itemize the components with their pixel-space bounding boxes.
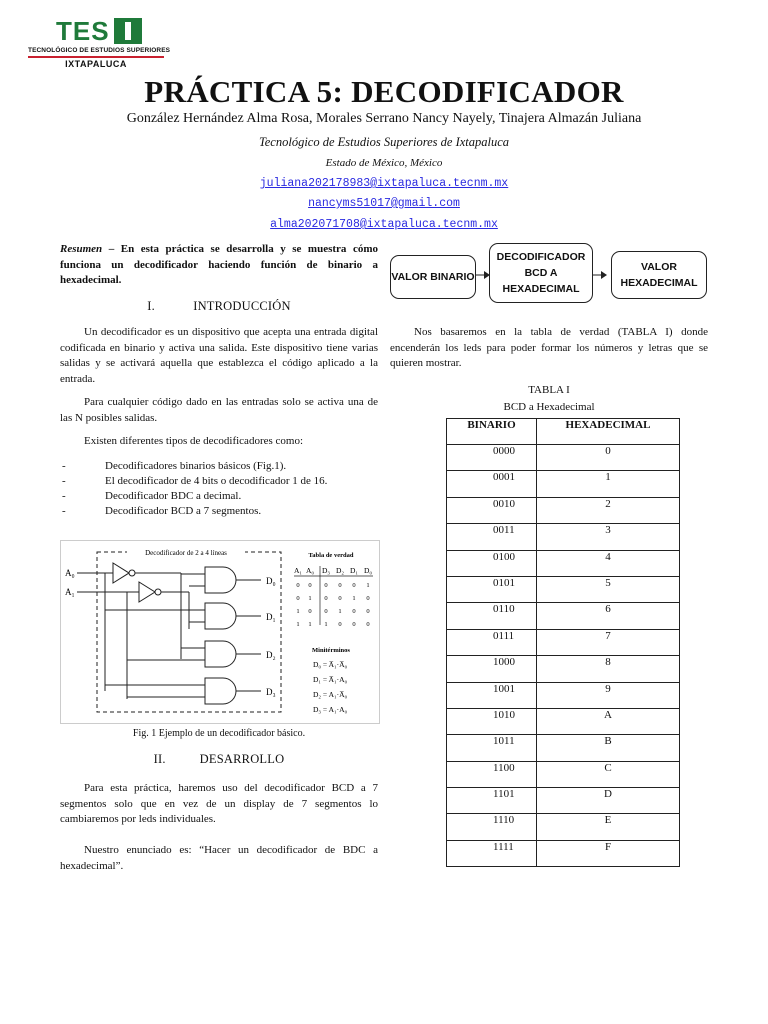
logo-wordmark: TES	[56, 16, 110, 46]
cell-binary: 0010	[447, 497, 537, 523]
inverter-a1-icon	[139, 582, 155, 602]
email-link[interactable]: nancyms51017@gmail.com	[308, 197, 460, 210]
table-row	[447, 656, 680, 682]
abstract-label: Resumen	[60, 243, 103, 255]
cell-hex: E	[537, 814, 680, 840]
figure-decoder-diagram	[60, 540, 380, 724]
cell-binary: 1001	[447, 682, 537, 708]
intro-paragraph-3: Existen diferentes tipos de decodificadores como:	[84, 435, 304, 447]
cell-hex: A	[537, 708, 680, 734]
minterms-title: Minitérminos	[312, 647, 350, 654]
and-gate-d3-icon	[205, 678, 236, 704]
decoder-schematic	[61, 541, 379, 723]
logo-subtitle: TECNOLÓGICO DE ESTUDIOS SUPERIORES	[28, 47, 171, 54]
output-label-d0: D₀	[266, 576, 276, 586]
cell-hex: F	[537, 840, 680, 866]
inverter-bubble-a0	[129, 570, 135, 576]
right-paragraph-1: Nos basaremos en la tabla de verdad (TABLA I) donde encenderán los leds para poder formar los números y letras que se quieren mostrar.	[390, 326, 708, 369]
truth-table-cell: 0	[352, 582, 356, 589]
table-row	[447, 524, 680, 550]
truth-table-cell: 0	[338, 582, 342, 589]
email-link[interactable]: juliana202178983@ixtapaluca.tecnm.mx	[259, 177, 509, 190]
abstract-text: – En esta práctica se desarrolla y se muestra cómo funciona un decodificador haciendo función de binario a hexadecimal.	[60, 243, 378, 286]
input-label-a0: A₀	[65, 568, 75, 578]
table-row	[447, 761, 680, 787]
minterm-d1: D₁ = A̅₁·A₀	[313, 675, 348, 684]
paper-title: PRÁCTICA 5: DECODIFICADOR	[144, 74, 624, 109]
truth-table-cell: 0	[338, 595, 342, 602]
truth-table-cell: 0	[308, 582, 312, 589]
intro-paragraph-1: Un decodificador es un dispositivo que acepta una entrada digital codificada en binario y activa una salida. Este dispositivo tiene varias salidas y se activará aquella que establezca el código aplicado a la entrada.	[60, 326, 378, 385]
cell-binary: 0011	[447, 524, 537, 550]
truth-table-header-cell: A₁	[293, 566, 303, 575]
table-row	[447, 840, 680, 866]
list-item: - El decodificador de 4 bits o decodificador 1 de 16.	[60, 474, 378, 489]
list-item: - Decodificadores binarios básicos (Fig.1).	[60, 459, 378, 474]
truth-table-cell: 0	[324, 608, 328, 615]
abstract	[60, 242, 378, 289]
logo-divider	[28, 56, 164, 58]
development-paragraph-1: Para esta práctica, haremos uso del decodificador BCD a 7 segmentos solo que en vez de un display de 7 segmentos lo cambiaremos por leds individuales.	[60, 782, 378, 825]
truth-table-cell: 1	[296, 621, 300, 628]
truth-table-cell: 0	[324, 595, 328, 602]
table-caption: BCD a Hexadecimal	[503, 401, 595, 413]
logo-i-block-icon	[114, 18, 142, 44]
inverter-a0-icon	[113, 563, 129, 583]
truth-table-header	[294, 566, 372, 575]
truth-table-cell: 0	[352, 621, 356, 628]
cell-hex: 0	[537, 445, 680, 471]
table-row	[447, 682, 680, 708]
section-number: I.	[147, 299, 155, 313]
table-row	[447, 814, 680, 840]
and-gate-d2-icon	[205, 641, 236, 667]
cell-binary: 1010	[447, 708, 537, 734]
cell-binary: 1101	[447, 788, 537, 814]
truth-table-body	[296, 582, 369, 628]
table-row	[447, 603, 680, 629]
truth-table-header-cell: D₁	[349, 566, 359, 575]
truth-table-cell: 0	[366, 595, 370, 602]
truth-table-cell: 0	[338, 621, 342, 628]
cell-hex: 2	[537, 497, 680, 523]
cell-hex: 6	[537, 603, 680, 629]
truth-table-cell: 0	[296, 595, 300, 602]
column-header: BINARIO	[447, 419, 537, 445]
truth-table-cell: 1	[366, 582, 370, 589]
table-row	[447, 788, 680, 814]
decoder-types-list	[60, 459, 378, 519]
truth-table-cell: 0	[352, 608, 356, 615]
truth-table-cell: 0	[296, 582, 300, 589]
cell-binary: 0100	[447, 550, 537, 576]
table-row	[447, 445, 680, 471]
section-title: INTRODUCCIÓN	[193, 299, 291, 313]
truth-table-cell: 1	[308, 595, 312, 602]
truth-table-cell: 0	[308, 608, 312, 615]
output-label-d1: D₁	[266, 612, 276, 622]
truth-table-cell: 0	[366, 608, 370, 615]
minterm-d0: D₀ = A̅₁·A̅₀	[313, 660, 348, 669]
table-row	[447, 497, 680, 523]
minterm-d2: D₂ = A₁·A̅₀	[313, 690, 348, 699]
truth-table-bcd-hex	[446, 418, 680, 867]
truth-table-header-cell: D₃	[321, 566, 331, 575]
table-row	[447, 708, 680, 734]
minterm-d3: D₃ = A₁·A₀	[313, 705, 348, 714]
institution-logo	[28, 16, 171, 69]
cell-hex: 9	[537, 682, 680, 708]
institution-location: Estado de México, México	[325, 157, 443, 169]
table-row	[447, 735, 680, 761]
paper-authors: González Hernández Alma Rosa, Morales Serrano Nancy Nayely, Tinajera Almazán Juliana	[126, 111, 642, 126]
cell-binary: 0000	[447, 445, 537, 471]
truth-table-cell: 1	[352, 595, 356, 602]
table-row	[447, 576, 680, 602]
institution-name: Tecnológico de Estudios Superiores de Ixtapaluca	[258, 135, 510, 149]
cell-hex: B	[537, 735, 680, 761]
cell-hex: C	[537, 761, 680, 787]
arrow-right-icon	[476, 270, 490, 280]
table-row	[447, 629, 680, 655]
table-label: TABLA I	[528, 384, 570, 396]
flow-box-decoder: DECODIFICADOR BCD A HEXADECIMAL	[489, 243, 593, 303]
truth-table-cell: 1	[338, 608, 342, 615]
truth-table-header-cell: A₀	[305, 566, 315, 575]
section-heading-development	[60, 752, 378, 767]
arrow-right-icon	[593, 270, 607, 280]
truth-table-cell: 1	[324, 621, 328, 628]
truth-table-header-cell: D₀	[363, 566, 373, 575]
output-label-d2: D₂	[266, 650, 276, 660]
cell-hex: 4	[537, 550, 680, 576]
cell-hex: 1	[537, 471, 680, 497]
inverter-bubble-a1	[155, 589, 161, 595]
truth-table-cell: 1	[296, 608, 300, 615]
intro-paragraph-2: Para cualquier código dado en las entradas solo se activa una de las N posibles salidas.	[60, 396, 378, 424]
figure-caption: Fig. 1 Ejemplo de un decodificador básico.	[132, 728, 306, 739]
cell-binary: 0110	[447, 603, 537, 629]
list-item: - Decodificador BDC a decimal.	[60, 489, 378, 504]
truth-table-cell: 1	[308, 621, 312, 628]
flow-box-hex-value: VALOR HEXADECIMAL	[611, 251, 707, 299]
table-row	[447, 471, 680, 497]
truth-table-cell: 0	[324, 582, 328, 589]
logo-location: IXTAPALUCA	[65, 59, 127, 69]
list-item: - Decodificador BCD a 7 segmentos.	[60, 504, 378, 519]
cell-binary: 1100	[447, 761, 537, 787]
cell-binary: 0111	[447, 629, 537, 655]
section-heading-intro	[60, 299, 378, 314]
output-label-d3: D₃	[266, 687, 276, 697]
table-body	[447, 445, 680, 867]
cell-hex: 5	[537, 576, 680, 602]
cell-binary: 1011	[447, 735, 537, 761]
section-title: DESARROLLO	[199, 752, 285, 766]
cell-hex: D	[537, 788, 680, 814]
cell-hex: 7	[537, 629, 680, 655]
cell-binary: 0101	[447, 576, 537, 602]
cell-binary: 1111	[447, 840, 537, 866]
flow-box-binary-value: VALOR BINARIO	[390, 255, 476, 299]
cell-binary: 0001	[447, 471, 537, 497]
section-number: II.	[153, 752, 166, 766]
truth-table-cell: 0	[366, 621, 370, 628]
cell-hex: 8	[537, 656, 680, 682]
development-paragraph-2: Nuestro enunciado es: “Hacer un decodificador de BDC a hexadecimal”.	[60, 844, 378, 872]
truth-table-header-cell: D₂	[335, 566, 345, 575]
cell-hex: 3	[537, 524, 680, 550]
column-header: HEXADECIMAL	[537, 419, 680, 445]
input-label-a1: A₁	[65, 587, 75, 597]
truth-table-title: Tabla de verdad	[308, 552, 354, 559]
and-gate-d1-icon	[205, 603, 236, 629]
and-gate-d0-icon	[205, 567, 236, 593]
email-link[interactable]: alma202071708@ixtapaluca.tecnm.mx	[270, 218, 498, 231]
frame-label: Decodificador de 2 a 4 líneas	[145, 549, 227, 557]
cell-binary: 1000	[447, 656, 537, 682]
table-row	[447, 550, 680, 576]
cell-binary: 1110	[447, 814, 537, 840]
